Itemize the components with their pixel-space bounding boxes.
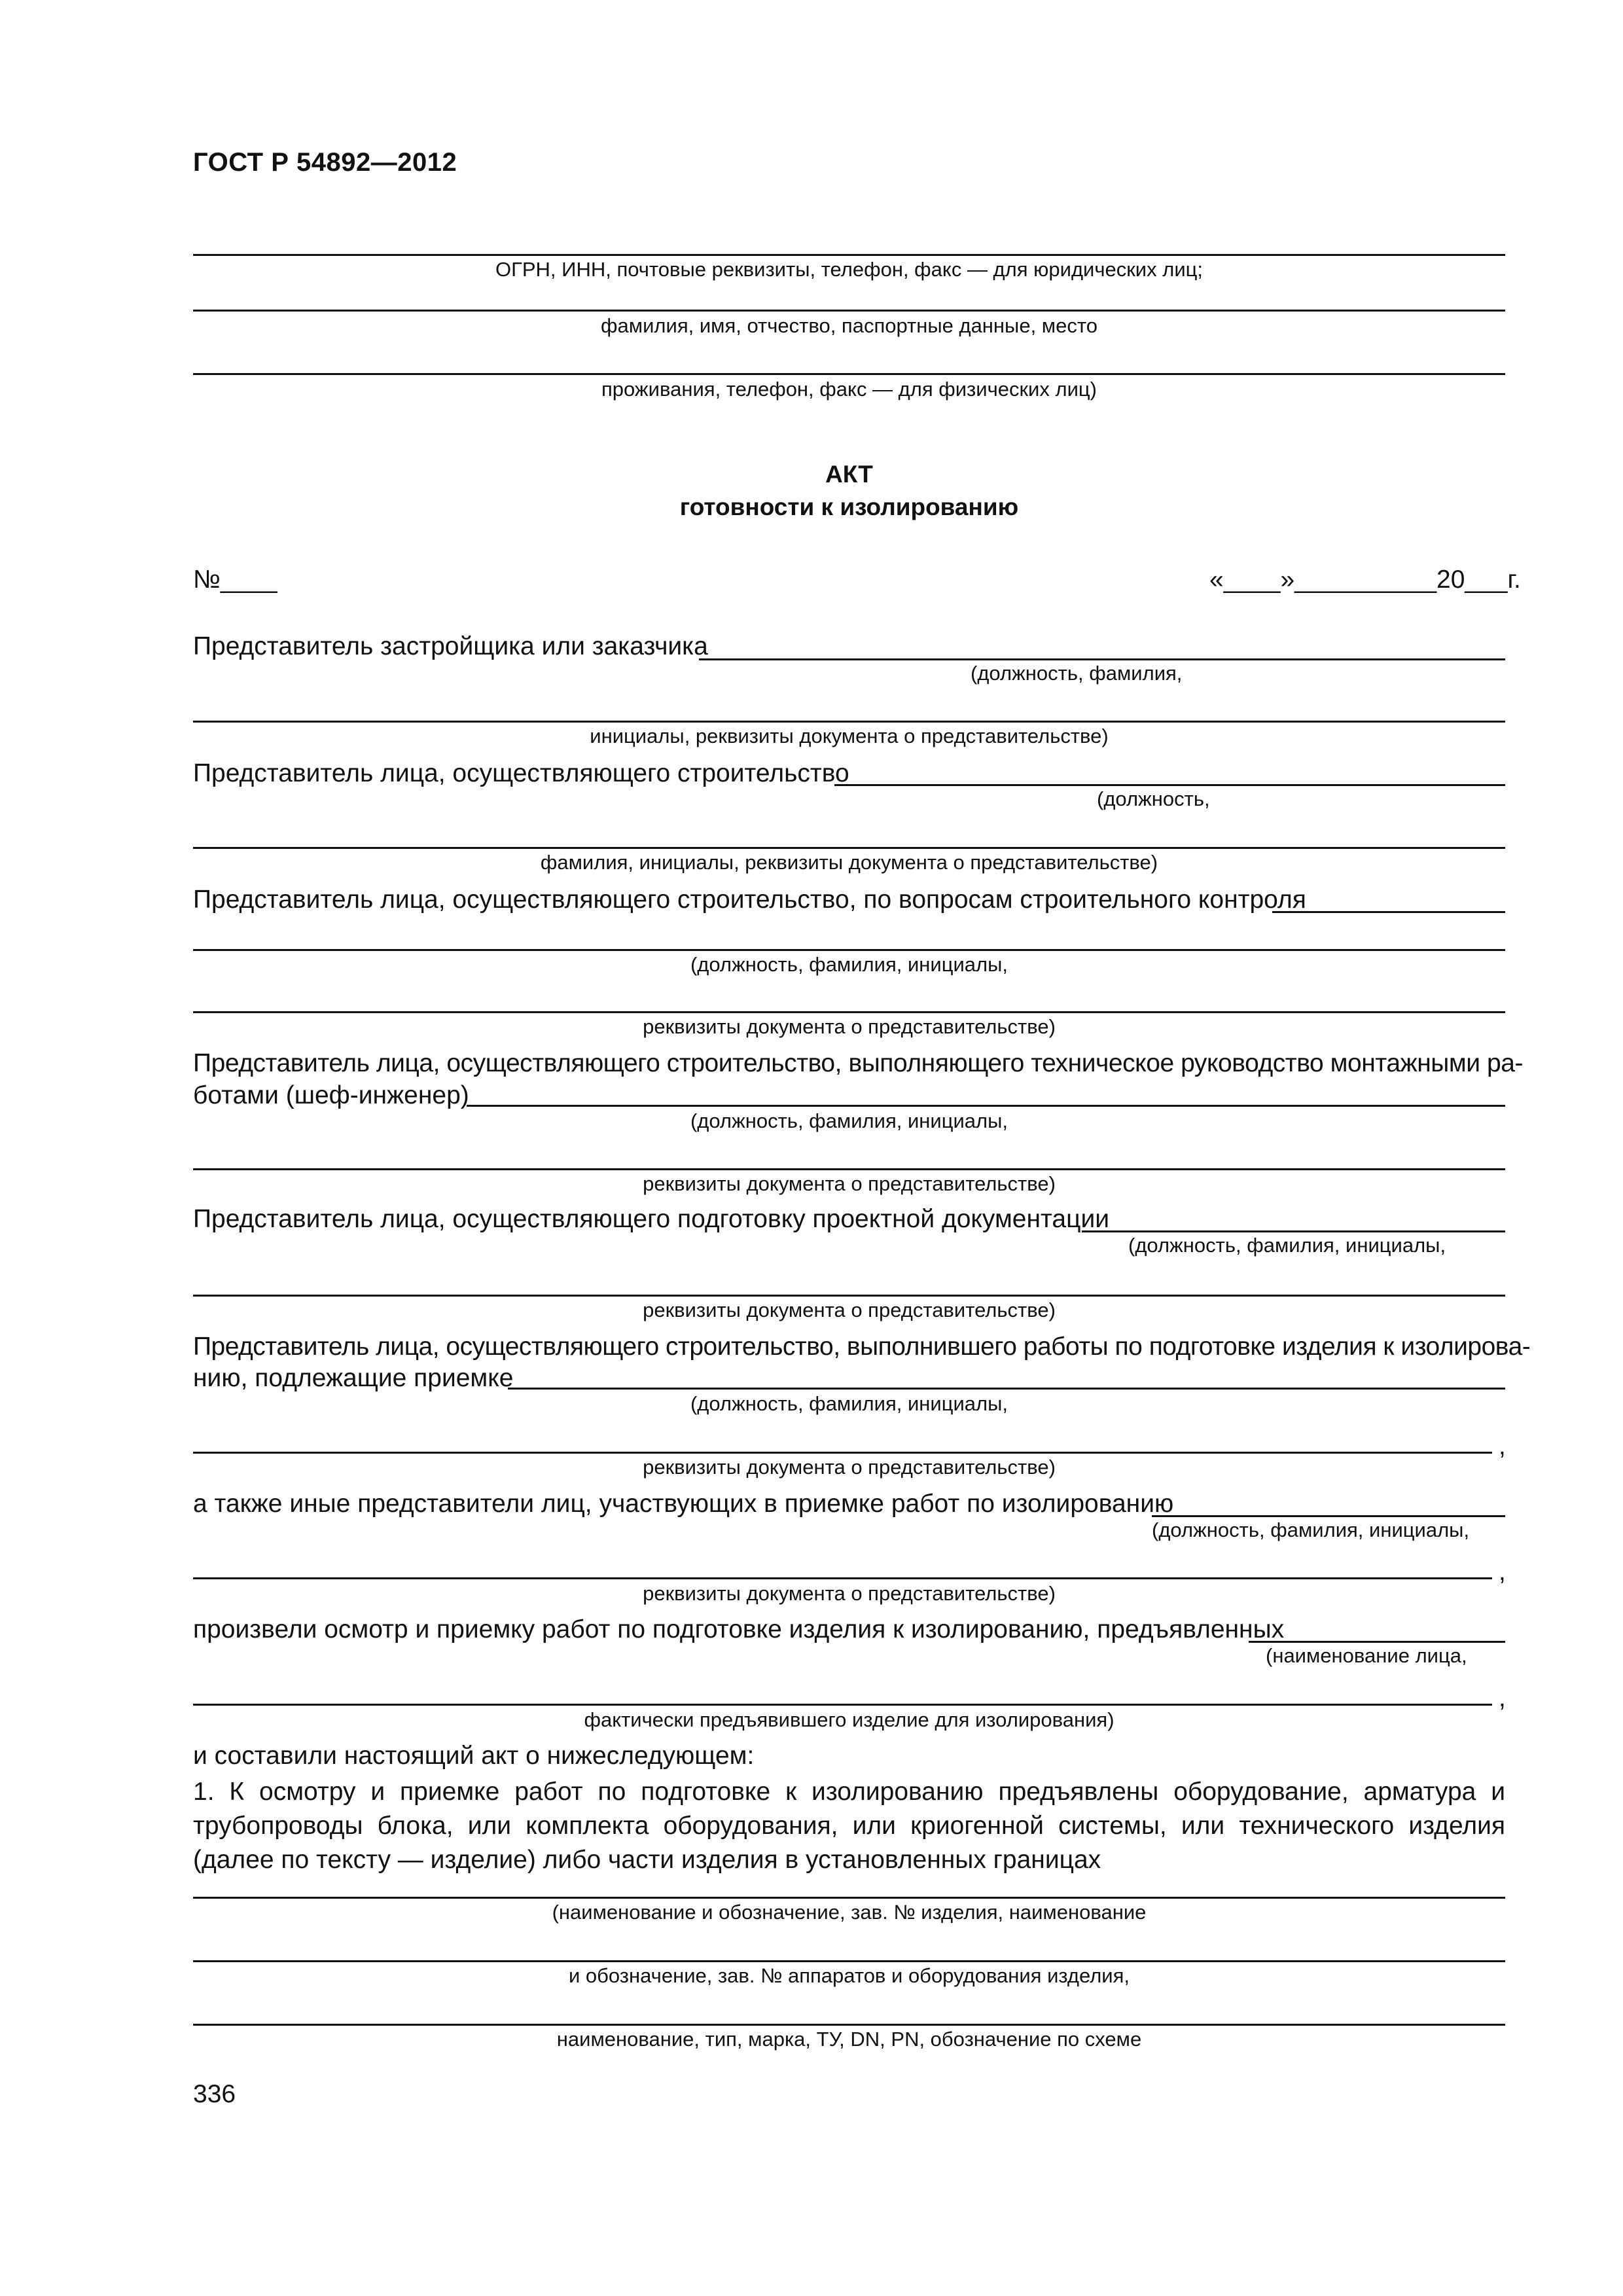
field-caption: реквизиты документа о представительстве) <box>643 1456 1056 1479</box>
act-subtitle: готовности к изолированию <box>679 493 1019 520</box>
field-caption: (должность, фамилия, инициалы, <box>1128 1234 1446 1257</box>
field-caption: (должность, фамилия, <box>971 662 1183 685</box>
field-caption: (должность, фамилия, инициалы, <box>690 1109 1008 1132</box>
field-caption: (должность, <box>1097 787 1210 810</box>
fill-line <box>193 373 1505 375</box>
fill-line <box>193 1577 1492 1579</box>
performer-rep-line2: нию, подлежащие приемке <box>193 1364 514 1392</box>
fill-line <box>193 1295 1505 1297</box>
fill-line <box>508 1388 1505 1390</box>
item-1-text: 1. К осмотру и приемке работ по подготовке к изолированию предъявлены оборудование, арматура и трубопроводы блока, или комплекта оборудования, или криогенной системы, или технического изделия (далее по тексту — изделие) либо части изделия в установленных границах <box>193 1778 1505 1874</box>
field-caption: (должность, фамилия, инициалы, <box>690 953 1008 976</box>
fill-line <box>193 2024 1505 2026</box>
field-caption: ОГРН, ИНН, почтовые реквизиты, телефон, факс — для юридических лиц; <box>495 258 1204 281</box>
fill-line <box>1152 1515 1505 1517</box>
field-caption: фамилия, инициалы, реквизиты документа о представительстве) <box>540 851 1158 874</box>
act-date: «____»__________20___г. <box>1209 565 1521 594</box>
field-caption: инициалы, реквизиты документа о представительстве) <box>590 725 1109 747</box>
fill-line <box>193 1897 1505 1899</box>
fill-line <box>193 721 1505 723</box>
fill-line <box>193 310 1505 312</box>
field-caption: (наименование и обозначение, зав. № изделия, наименование <box>552 1901 1147 1924</box>
builder-rep-label: Представитель лица, осуществляющего строительство <box>193 759 849 787</box>
field-caption: фактически предъявившего изделие для изолирования) <box>584 1708 1115 1731</box>
others-rep-label: а также иные представители лиц, участвующих в приемке работ по изолированию <box>193 1490 1174 1518</box>
field-caption: (должность, фамилия, инициалы, <box>1152 1518 1470 1541</box>
page-number: 336 <box>193 2080 236 2108</box>
fill-line <box>193 254 1505 256</box>
chief-rep-line2: ботами (шеф-инженер) <box>193 1081 469 1109</box>
trailing-comma: , <box>1499 1684 1506 1712</box>
fill-line <box>193 1452 1492 1454</box>
fill-line <box>834 784 1505 786</box>
act-number: №____ <box>193 565 277 594</box>
fill-line <box>1272 911 1505 913</box>
fill-line <box>1082 1230 1505 1232</box>
fill-line <box>193 949 1505 951</box>
act-title: АКТ <box>825 461 873 488</box>
document-code: ГОСТ Р 54892—2012 <box>193 148 457 177</box>
fill-line <box>193 1168 1505 1170</box>
field-caption: проживания, телефон, факс — для физических лиц) <box>601 378 1097 401</box>
fill-line <box>193 1011 1505 1013</box>
compiled-statement: и составили настоящий акт о нижеследующем: <box>193 1742 755 1770</box>
fill-line <box>1249 1641 1505 1643</box>
field-caption: реквизиты документа о представительстве) <box>643 1299 1056 1321</box>
control-rep-label: Представитель лица, осуществляющего строительство, по вопросам строительного контроля <box>193 886 1306 914</box>
inspection-label: произвели осмотр и приемку работ по подготовке изделия к изолированию, предъявленных <box>193 1615 1285 1643</box>
field-caption: реквизиты документа о представительстве) <box>643 1172 1056 1195</box>
field-caption: (наименование лица, <box>1266 1644 1467 1667</box>
field-caption: наименование, тип, марка, ТУ, DN, PN, обозначение по схеме <box>556 2028 1142 2051</box>
field-caption: и обозначение, зав. № аппаратов и оборудования изделия, <box>568 1964 1130 1987</box>
fill-line <box>699 658 1505 660</box>
fill-line <box>193 847 1505 849</box>
trailing-comma: , <box>1499 1432 1506 1460</box>
chief-rep-line1: Представитель лица, осуществляющего строительство, выполняющего техническое руководство монтажными ра- <box>193 1049 1523 1077</box>
trailing-comma: , <box>1499 1558 1506 1586</box>
field-caption: реквизиты документа о представительстве) <box>643 1582 1056 1605</box>
field-caption: (должность, фамилия, инициалы, <box>690 1392 1008 1415</box>
field-caption: фамилия, имя, отчество, паспортные данные, место <box>601 314 1097 337</box>
design-rep-label: Представитель лица, осуществляющего подготовку проектной документации <box>193 1205 1110 1233</box>
fill-line <box>193 1960 1505 1962</box>
fill-line <box>467 1105 1505 1107</box>
field-caption: реквизиты документа о представительстве) <box>643 1015 1056 1038</box>
developer-rep-label: Представитель застройщика или заказчика <box>193 632 708 660</box>
fill-line <box>193 1704 1492 1706</box>
performer-rep-line1: Представитель лица, осуществляющего строительство, выполнившего работы по подготовке изделия к изолирова- <box>193 1333 1531 1361</box>
